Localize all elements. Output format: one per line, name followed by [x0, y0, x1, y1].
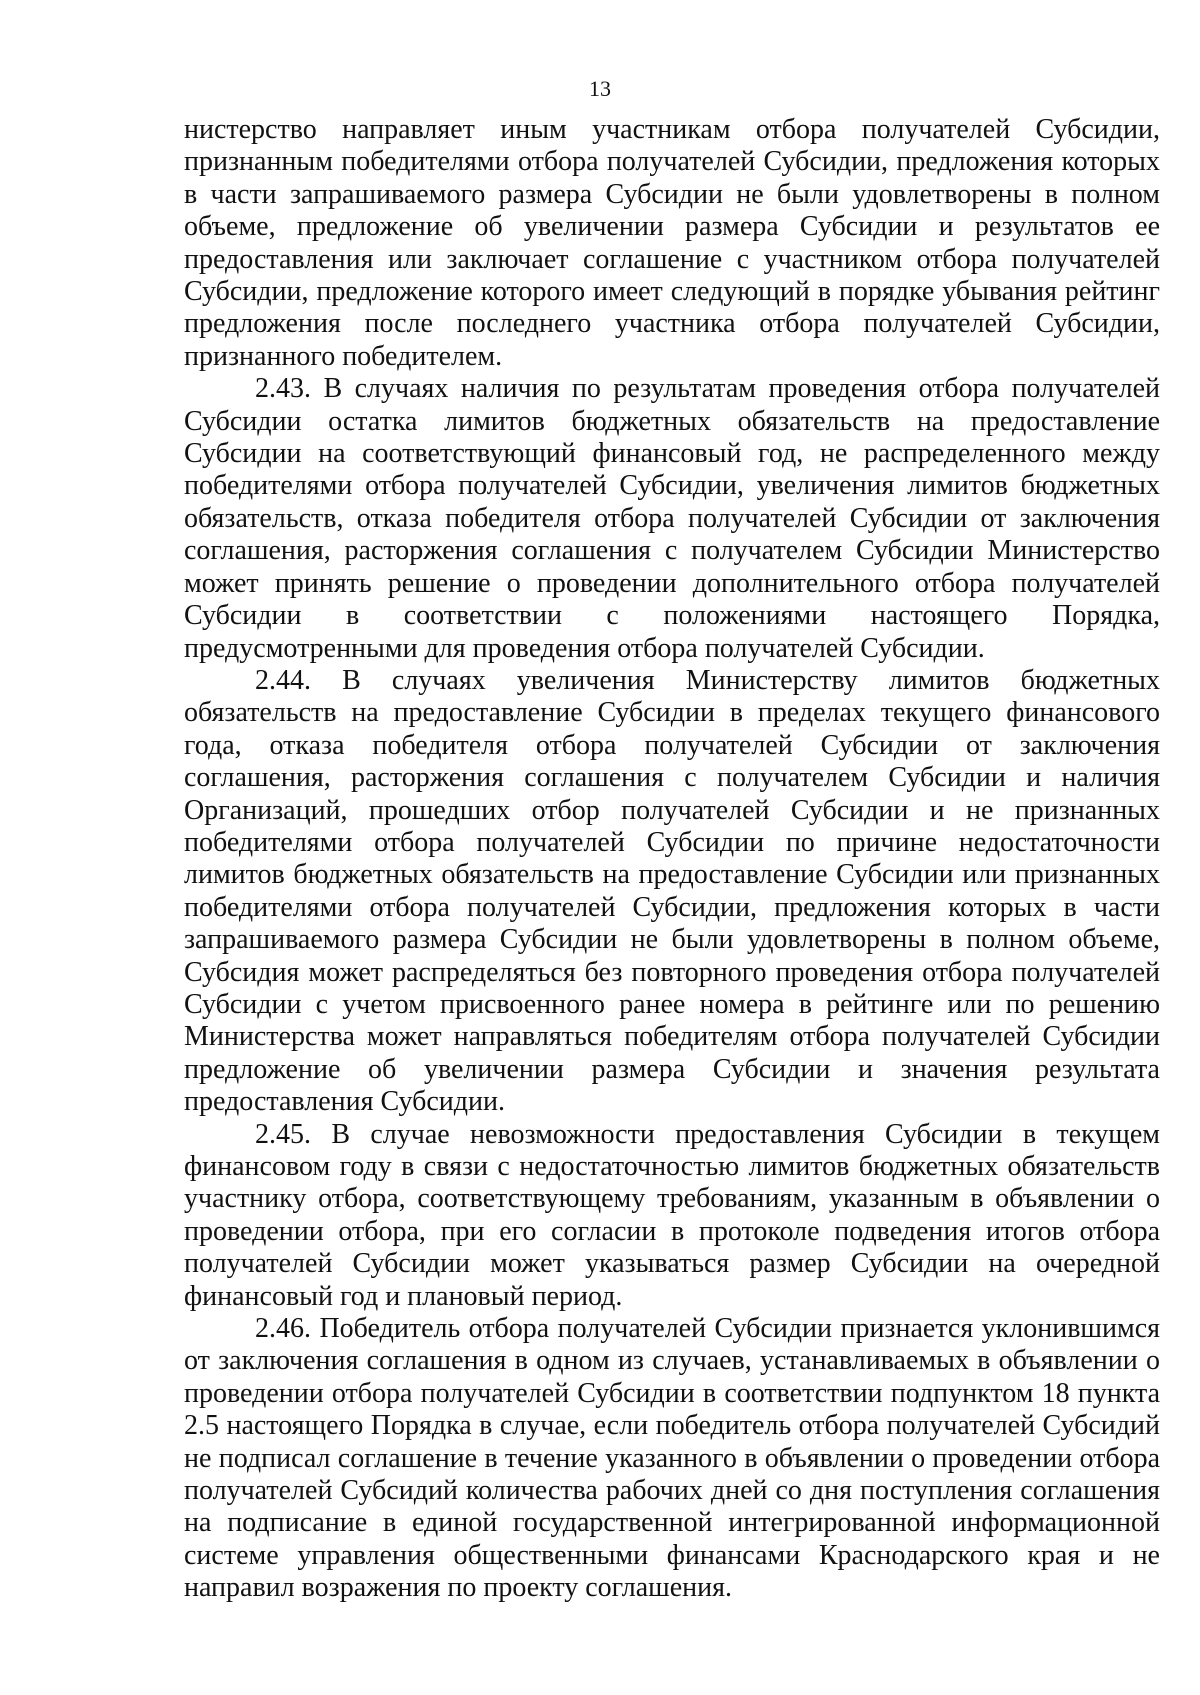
page-number: 13 — [589, 76, 611, 101]
paragraph-continuation: нистерство направляет иным участникам отбора получателей Субсидии, признанным победителями отбора получателей Субсидии, предложения которых в части запрашиваемого размера Субсидии не были удовлетворены в полном объеме, предложение об увеличении размера Субсидии и результатов ее предоставления или заключает соглашение с участником отбора получателей Субсидии, предложение которого имеет следующий в порядке убывания рейтинг предложения после последнего участника отбора получателей Субсидии, признанного победителем. — [184, 114, 1160, 372]
paragraph-2-46: 2.46. Победитель отбора получателей Субсидии признается уклонившимся от заключения соглашения в одном из случаев, устанавливаемых в объявлении о проведении отбора получателей Субсидии в соответствии подпунктом 18 пункта 2.5 настоящего Порядка в случае, если победитель отбора получателей Субсидий не подписал соглашение в течение указанного в объявлении о проведении отбора получателей Субсидий количества рабочих дней со дня поступления соглашения на подписание в единой государственной интегрированной информационной системе управления общественными финансами Краснодарского края и не направил возражения по проекту соглашения. — [184, 1313, 1160, 1604]
paragraph-2-43: 2.43. В случаях наличия по результатам проведения отбора получателей Субсидии остатка лимитов бюджетных обязательств на предоставление Субсидии на соответствующий финансовый год, не распределенного между победителями отбора получателей Субсидии, увеличения лимитов бюджетных обязательств, отказа победителя отбора получателей Субсидии от заключения соглашения, расторжения соглашения с получателем Субсидии Министерство может принять решение о проведении дополнительного отбора получателей Субсидии в соответствии с положениями настоящего Порядка, предусмотренными для проведения отбора получателей Субсидии. — [184, 373, 1160, 664]
document-body — [184, 114, 1160, 1605]
paragraph-2-45: 2.45. В случае невозможности предоставления Субсидии в текущем финансовом году в связи с недостаточностью лимитов бюджетных обязательств участнику отбора, соответствующему требованиям, указанным в объявлении о проведении отбора, при его согласии в протоколе подведения итогов отбора получателей Субсидии может указываться размер Субсидии на очередной финансовый год и плановый период. — [184, 1118, 1160, 1312]
paragraph-2-44: 2.44. В случаях увеличения Министерству лимитов бюджетных обязательств на предоставление Субсидии в пределах текущего финансового года, отказа победителя отбора получателей Субсидии от заключения соглашения, расторжения соглашения с получателем Субсидии и наличия Организаций, прошедших отбор получателей Субсидии и не признанных победителями отбора получателей Субсидии по причине недостаточности лимитов бюджетных обязательств на предоставление Субсидии или признанных победителями отбора получателей Субсидии, предложения которых в части запрашиваемого размера Субсидии не были удовлетворены в полном объеме, Субсидия может распределяться без повторного проведения отбора получателей Субсидии с учетом присвоенного ранее номера в рейтинге или по решению Министерства может направляться победителям отбора получателей Субсидии предложение об увеличении размера Субсидии и значения результата предоставления Субсидии. — [184, 664, 1160, 1118]
